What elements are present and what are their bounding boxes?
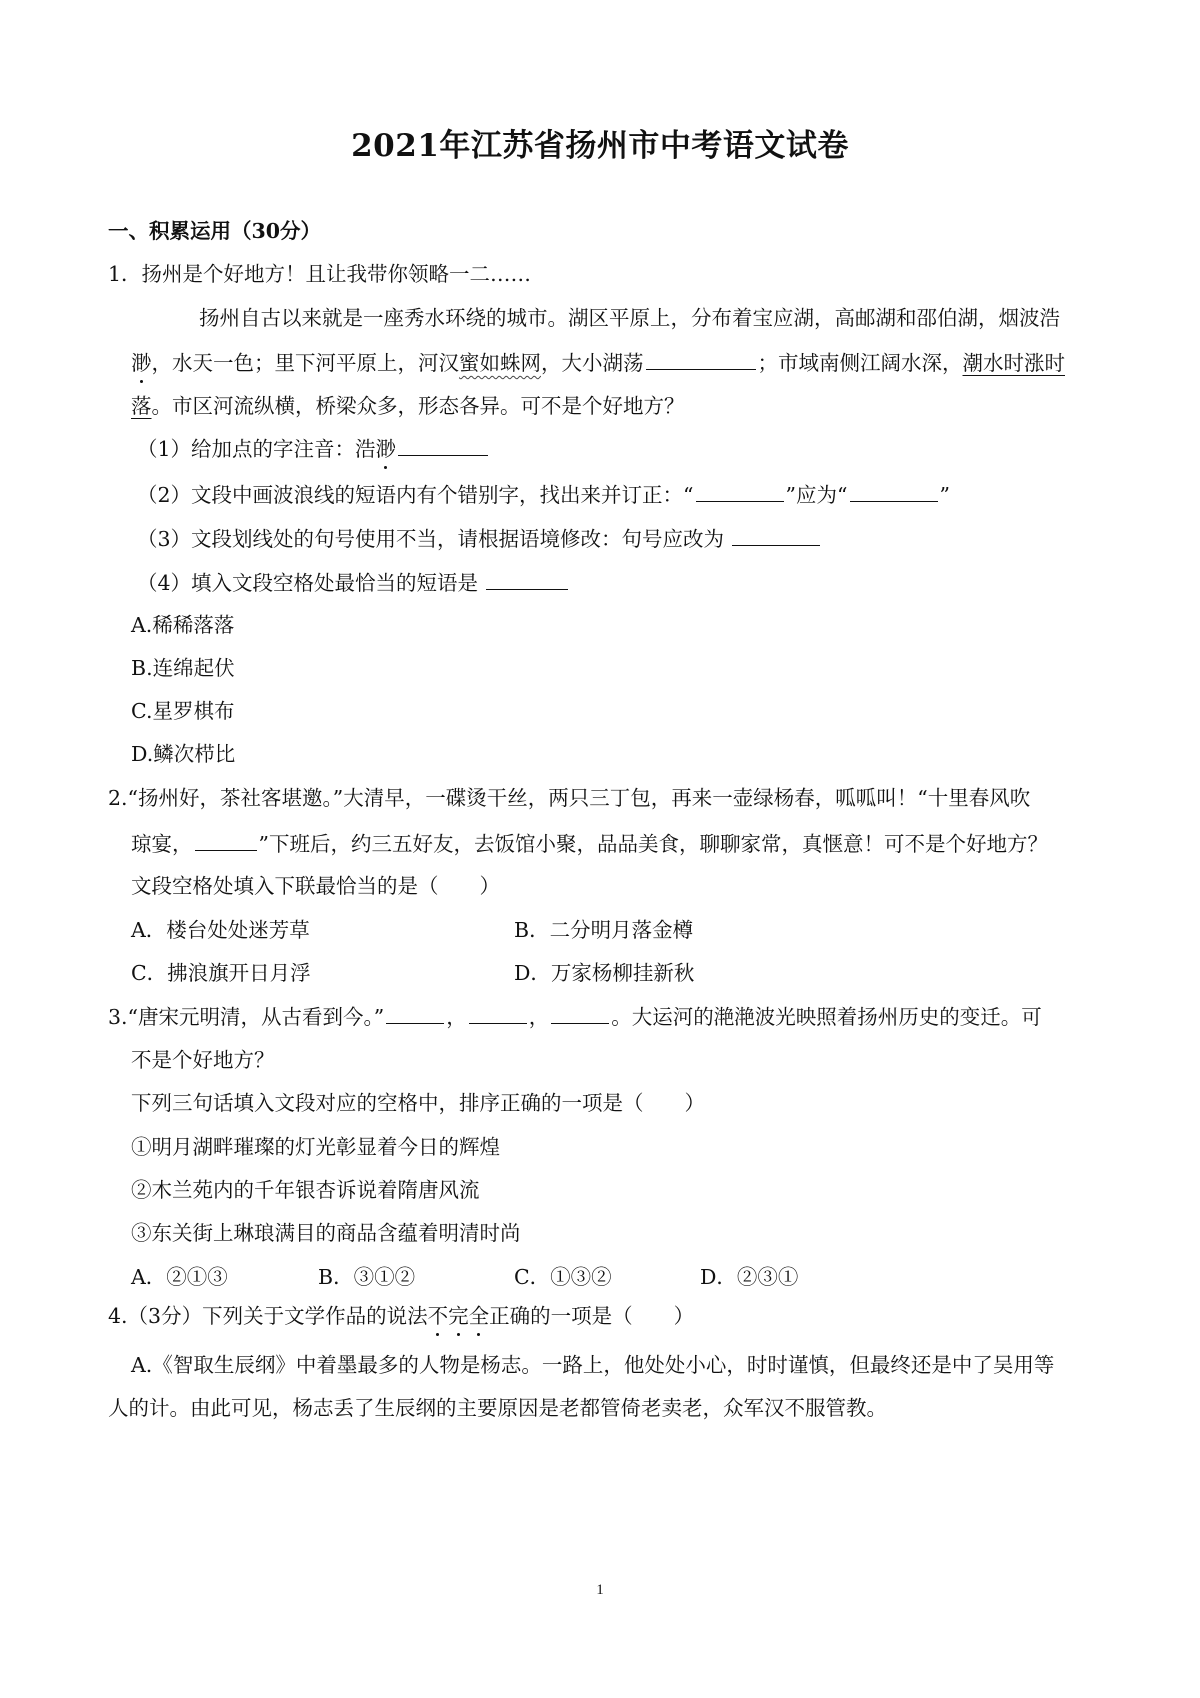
- page-title: 2021年江苏省扬州市中考语文试卷: [351, 128, 849, 164]
- option-b[interactable]: B.连绵起伏: [131, 656, 235, 680]
- q1-passage-line1: [199, 303, 1060, 333]
- fill-blank[interactable]: [646, 347, 756, 370]
- option-a[interactable]: A．楼台处处迷芳草: [131, 918, 310, 942]
- q1-passage-text: ，水天一色；里下河平原上，河汉: [151, 351, 459, 375]
- option-b[interactable]: B．二分明月落金樽: [514, 918, 694, 942]
- q1-passage-line2: [131, 347, 1065, 378]
- fill-blank[interactable]: [850, 479, 938, 502]
- q1-sub2: [137, 479, 950, 510]
- q4-text: 正确的一项是（ ）: [489, 1304, 695, 1328]
- dotted-char: 渺: [375, 437, 397, 461]
- q3-text: 3.“唐宋元明清，从古看到今。”: [108, 1005, 385, 1029]
- dotted-char: 全: [468, 1304, 490, 1328]
- q2-line2: [131, 828, 1048, 859]
- q3-item1: ①明月湖畔璀璨的灯光彰显着今日的辉煌: [131, 1135, 500, 1159]
- dotted-char: 完: [448, 1304, 469, 1328]
- q4-option-a-line1[interactable]: A.《智取生辰纲》中着墨最多的人物是杨志。一路上，他处处小心，时时谨慎，但最终还是中了吴用等: [131, 1353, 1055, 1377]
- page-number: 1: [596, 1582, 604, 1598]
- fill-blank[interactable]: [732, 523, 820, 546]
- option-d[interactable]: D．万家杨柳挂新秋: [514, 961, 695, 985]
- q1-sub1: [137, 433, 490, 464]
- q1-passage-text: ，大小湖荡: [541, 351, 644, 375]
- q1-sub4: [137, 567, 570, 598]
- q3-text: ，: [446, 1005, 467, 1029]
- q1-sub1-text: （1）给加点的字注音：浩: [137, 437, 376, 461]
- q4-text: 4.（3分）下列关于文学作品的说法: [108, 1304, 428, 1328]
- q1-sub2-text: ”: [939, 483, 950, 507]
- q1-sub2-text: ”应为“: [785, 483, 848, 507]
- q1-stem: 1．扬州是个好地方！且让我带你领略一二……: [108, 262, 532, 286]
- fill-blank[interactable]: [195, 828, 257, 851]
- option-c[interactable]: C.星罗棋布: [131, 699, 235, 723]
- option-c[interactable]: C．拂浪旗开日月浮: [131, 961, 311, 985]
- option-b[interactable]: B．③①②: [318, 1265, 416, 1289]
- q1-sub2-text: （2）文段中画波浪线的短语内有个错别字，找出来并订正：“: [137, 483, 694, 507]
- q3-text: 。大运河的滟滟波光映照着扬州历史的变迁。可: [611, 1005, 1042, 1029]
- q3-item2: ②木兰苑内的千年银杏诉说着隋唐风流: [131, 1178, 480, 1202]
- q1-sub3: [137, 523, 822, 554]
- option-d[interactable]: D.鳞次栉比: [131, 742, 236, 766]
- underlined-sentence: 落: [131, 394, 152, 418]
- dotted-char: 渺: [131, 351, 152, 375]
- q3-item3: ③东关街上琳琅满目的商品含蕴着明清时尚: [131, 1221, 521, 1245]
- q3-line2: 不是个好地方？: [131, 1048, 275, 1072]
- q1-passage-text: 。市区河流纵横，桥梁众多，形态各异。可不是个好地方？: [151, 394, 685, 418]
- q4-line1: [108, 1301, 694, 1331]
- fill-blank[interactable]: [398, 433, 488, 456]
- option-a[interactable]: A.稀稀落落: [131, 613, 235, 637]
- q1-sub3-text: （3）文段划线处的句号使用不当，请根据语境修改：句号应改为: [137, 527, 725, 551]
- q2-text: 琼宴，: [131, 832, 193, 856]
- section-heading: 一、积累运用（30分）: [108, 219, 322, 243]
- fill-blank[interactable]: [486, 567, 568, 590]
- q2-text: ”下班后，约三五好友，去饭馆小聚，品品美食，聊聊家常，真惬意！可不是个好地方？: [258, 832, 1048, 856]
- fill-blank[interactable]: [696, 479, 784, 502]
- q1-passage-text: 扬州自古以来就是一座秀水环绕的城市。湖区平原上，分布着宝应湖，高邮湖和邵伯湖，烟波浩: [199, 306, 1060, 330]
- underlined-sentence: 潮水时涨时: [962, 351, 1065, 375]
- fill-blank[interactable]: [469, 1001, 527, 1024]
- q1-passage-line3: [131, 391, 685, 421]
- fill-blank[interactable]: [386, 1001, 444, 1024]
- option-a[interactable]: A．②①③: [131, 1265, 228, 1289]
- q2-line3: 文段空格处填入下联最恰当的是（ ）: [131, 874, 500, 898]
- q4-option-a-line2: 人的计。由此可见，杨志丢了生辰纲的主要原因是老都管倚老卖老，众军汉不服管教。: [108, 1396, 887, 1420]
- fill-blank[interactable]: [551, 1001, 609, 1024]
- q3-line3: 下列三句话填入文段对应的空格中，排序正确的一项是（ ）: [131, 1091, 705, 1115]
- wavy-underlined-phrase: 蜜如蛛网: [459, 351, 541, 375]
- q3-line1: [108, 1001, 1042, 1032]
- q3-text: ，: [528, 1005, 550, 1029]
- option-c[interactable]: C．①③②: [514, 1265, 612, 1289]
- q1-passage-text: ；市域南侧江阔水深，: [757, 351, 963, 375]
- option-d[interactable]: D．②③①: [700, 1265, 799, 1289]
- q1-sub4-text: （4）填入文段空格处最恰当的短语是: [137, 571, 479, 595]
- dotted-char: 不: [427, 1304, 449, 1328]
- q2-line1: 2.“扬州好，茶社客堪邀。”大清早，一碟烫干丝，两只三丁包，再来一壶绿杨春，呱呱叫！“十里春风吹: [108, 786, 1031, 810]
